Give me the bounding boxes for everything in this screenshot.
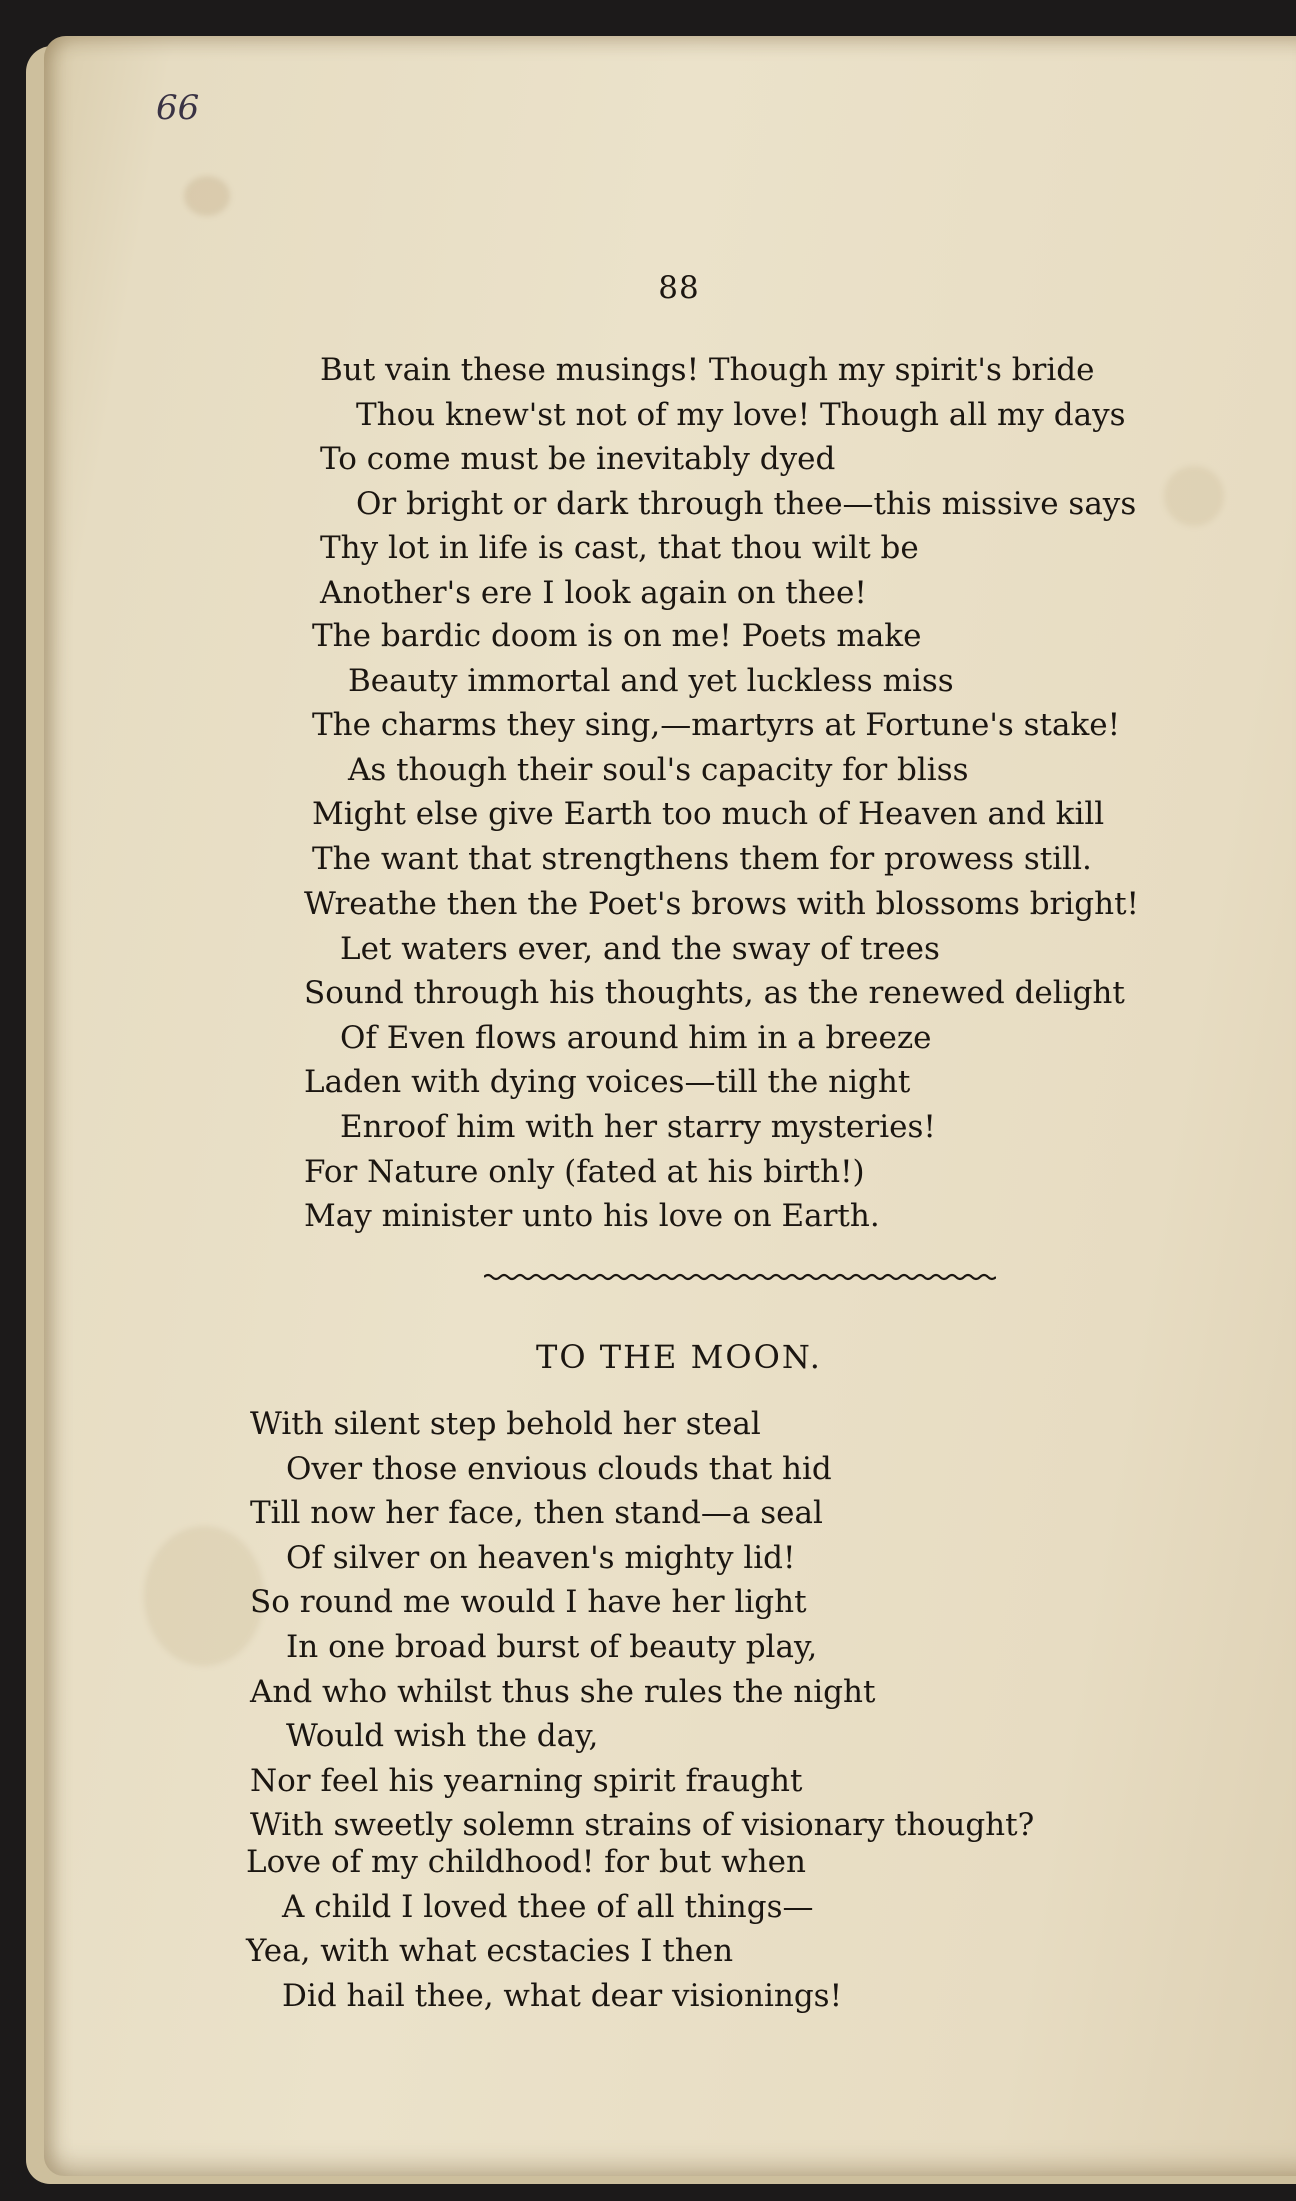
poem-line: Love of my childhood! for but when bbox=[246, 1844, 806, 1880]
poem-line: Laden with dying voices—till the night bbox=[304, 1064, 911, 1101]
poem-line: Another's ere I look again on thee! bbox=[320, 574, 867, 611]
poem-line: To come must be inevitably dyed bbox=[320, 441, 836, 478]
poem-line: Yea, with what ecstacies I then bbox=[246, 1933, 734, 1970]
poem-line: Thy lot in life is cast, that thou wilt be bbox=[320, 530, 919, 567]
poem-stanza bbox=[312, 614, 1120, 882]
poem-line: Might else give Earth too much of Heaven and kill bbox=[312, 796, 1105, 833]
page-number: 88 bbox=[658, 270, 700, 306]
poem-line: Beauty immortal and yet luckless miss bbox=[348, 662, 954, 699]
poem-line: Would wish the day, bbox=[286, 1718, 599, 1755]
poem-line: Nor feel his yearning spirit fraught bbox=[250, 1762, 803, 1799]
poem-line: The want that strengthens them for prowess still. bbox=[312, 840, 1092, 877]
poem-stanza bbox=[304, 882, 1139, 1239]
poem-line: Enroof him with her starry mysteries! bbox=[340, 1108, 936, 1145]
poem-line: The charms they sing,—martyrs at Fortune's stake! bbox=[312, 707, 1121, 744]
poem-line: But vain these musings! Though my spirit's bride bbox=[320, 352, 1095, 388]
poem-line: Thou knew'st not of my love! Though all my days bbox=[356, 396, 1126, 433]
poem-line: A child I loved thee of all things— bbox=[282, 1888, 814, 1925]
poem-stanza bbox=[246, 1840, 842, 2018]
ornamental-wavy-rule bbox=[484, 1272, 996, 1282]
poem-title: TO THE MOON. bbox=[536, 1338, 822, 1376]
poem-line: Over those envious clouds that hid bbox=[286, 1450, 832, 1487]
foxing-stain bbox=[184, 176, 230, 216]
poem-line: Or bright or dark through thee—this missive says bbox=[356, 485, 1137, 522]
handwritten-folio-mark: 66 bbox=[156, 88, 200, 128]
poem-line: May minister unto his love on Earth. bbox=[304, 1198, 880, 1235]
poem-line: In one broad burst of beauty play, bbox=[286, 1628, 818, 1665]
poem-stanza bbox=[320, 348, 1136, 616]
poem-line: The bardic doom is on me! Poets make bbox=[312, 618, 922, 654]
poem-line: So round me would I have her light bbox=[250, 1584, 807, 1621]
poem-line: Sound through his thoughts, as the renewed delight bbox=[304, 975, 1125, 1012]
poem-line: And who whilst thus she rules the night bbox=[250, 1673, 876, 1710]
poem-line: With silent step behold her steal bbox=[250, 1406, 761, 1442]
poem-line: For Nature only (fated at his birth!) bbox=[304, 1153, 865, 1190]
poem-line: Did hail thee, what dear visionings! bbox=[282, 1977, 843, 2014]
poem-line: Let waters ever, and the sway of trees bbox=[340, 930, 940, 967]
foxing-stain bbox=[144, 1526, 264, 1666]
poem-line: With sweetly solemn strains of visionary thought? bbox=[250, 1807, 1035, 1844]
poem-stanza bbox=[250, 1402, 1034, 1848]
poem-line: Till now her face, then stand—a seal bbox=[250, 1495, 823, 1532]
poem-line: As though their soul's capacity for bliss bbox=[348, 751, 969, 788]
poem-line: Of Even flows around him in a breeze bbox=[340, 1019, 932, 1056]
poem-line: Of silver on heaven's mighty lid! bbox=[286, 1539, 796, 1576]
poem-line: Wreathe then the Poet's brows with blossoms bright! bbox=[304, 886, 1140, 922]
book-page bbox=[44, 36, 1296, 2176]
foxing-stain bbox=[1164, 466, 1224, 526]
